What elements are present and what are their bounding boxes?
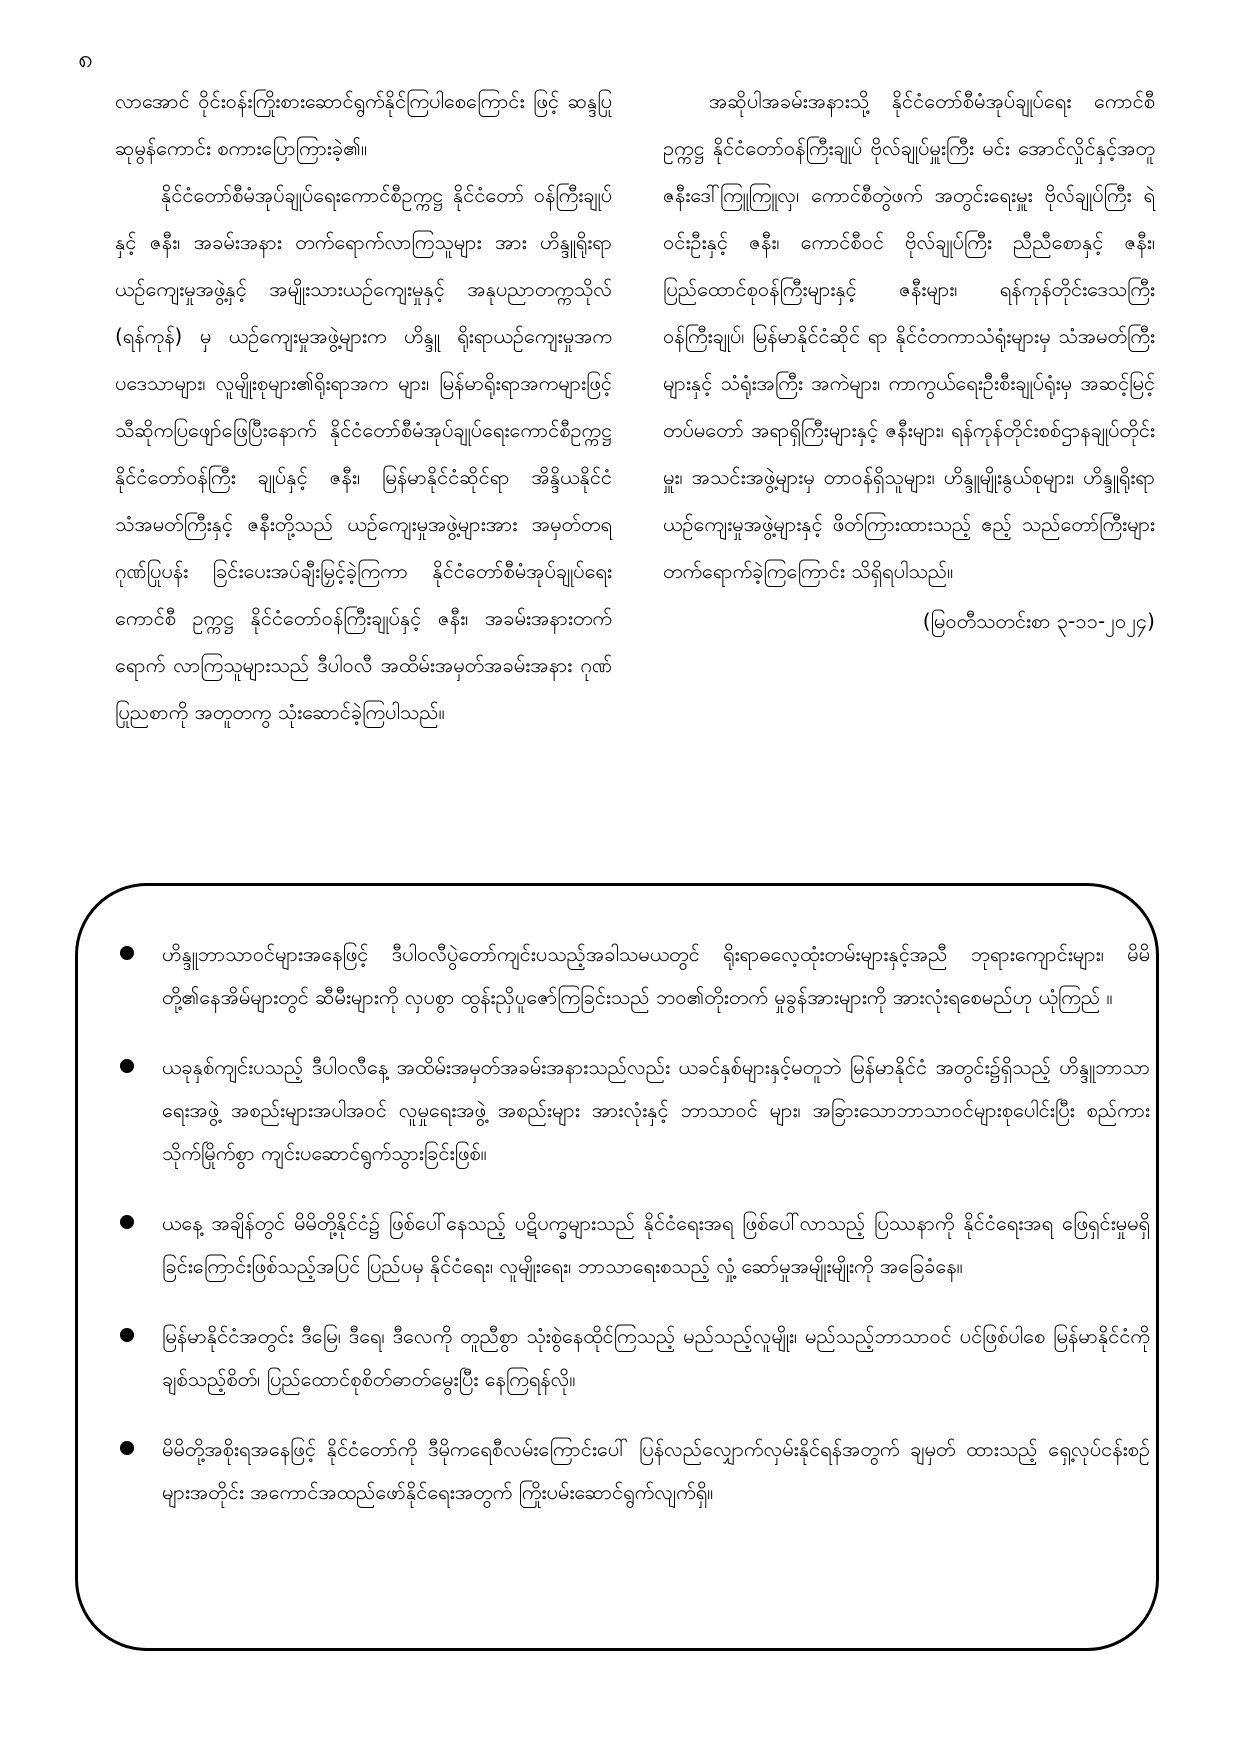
highlight-text: ယနေ့ အချိန်တွင် မိမိတို့နိုင်ငံ၌ ဖြစ်ပေါ်နေသည့် ပဋိပက္ခများသည် နိုင်ငံရေးအရ ဖြစ်ပေါ်လာသည့် ပြဿနာကို နိုင်ငံရေးအရ ဖြေရှင်းမှုမရှိခြင်းကြောင်းဖြစ်သည့်အပြင် ပြည်ပမှ နိုင်ငံရေး၊ လူမျိုးရေး၊ ဘာသာရေးစသည့် လှုံ့ ဆော်မှုအမျိုးမျိုးကို အခြေခံနေ။ bbox=[162, 1211, 1150, 1278]
left-paragraph-2: နိုင်ငံတော်စီမံအုပ်ချုပ်ရေးကောင်စီဥက္ကဋ္ဌ နိုင်ငံတော် ဝန်ကြီးချုပ်နှင့် ဇနီး၊ အခမ်းအနား တက်ရောက်လာကြသူများ အား ဟိန္ဒူရိုးရာယဉ်ကျေးမှုအဖွဲ့နှင့် အမျိုးသားယဉ်ကျေးမှုနှင့် အနုပညာတက္ကသိုလ် (ရန်ကုန်) မှ ယဉ်ကျေးမှုအဖွဲ့များက ဟိန္ဒူ ရိုးရာယဉ်ကျေးမှုအကပဒေသာများ၊ လူမျိုးစုများ၏ရိုးရာအက များ၊ မြန်မာရိုးရာအကများဖြင့် သီဆိုကပြဖျော်ဖြေပြီးနောက် နိုင်ငံတော်စီမံအုပ်ချုပ်ရေးကောင်စီဥက္ကဋ္ဌ နိုင်ငံတော်ဝန်ကြီး ချုပ်နှင့် ဇနီး၊ မြန်မာနိုင်ငံဆိုင်ရာ အိန္ဒိယနိုင်ငံ သံအမတ်ကြီးနှင့် ဇနီးတို့သည် ယဉ်ကျေးမှုအဖွဲ့များအား အမှတ်တရဂုဏ်ပြုပန်း ခြင်းပေးအပ်ချီးမြှင့်ခဲ့ကြကာ နိုင်ငံတော်စီမံအုပ်ချုပ်ရေးကောင်စီ ဥက္ကဋ္ဌ နိုင်ငံတော်ဝန်ကြီးချုပ်နှင့် ဇနီး၊ အခမ်းအနားတက်ရောက် လာကြသူများသည် ဒီပါဝလီ အထိမ်းအမှတ်အခမ်းအနား ဂုဏ် ပြုညစာကို အတူတကွ သုံးဆောင်ခဲ့ကြပါသည်။ bbox=[115, 183, 612, 724]
highlight-text: ယခုနှစ်ကျင်းပသည့် ဒီပါဝလီနေ့ အထိမ်းအမှတ်အခမ်းအနားသည်လည်း ယခင်နှစ်များနှင့်မတူဘဲ မြန်မာနိုင်ငံ အတွင်း၌ရှိသည့် ဟိန္ဒူဘာသာရေးအဖွဲ့ အစည်းများအပါအဝင် လူမှုရေးအဖွဲ့ အစည်းများ အားလုံးနှင့် ဘာသာဝင် များ၊ အခြားသောဘာသာဝင်များစုပေါင်းပြီး စည်ကားသိုက်မြိုက်စွာ ကျင်းပဆောင်ရွက်သွားခြင်းဖြစ်။ bbox=[162, 1055, 1150, 1165]
source-citation: (မြဝတီသတင်းစာ ၃-၁၁-၂၀၂၄) bbox=[922, 609, 1155, 633]
page-number: ၈ bbox=[78, 44, 93, 74]
highlight-text: ဟိန္ဒူဘာသာဝင်များအနေဖြင့် ဒီပါဝလီပွဲတော်ကျင်းပသည့်အခါသမယတွင် ရိုးရာဓလေ့ထုံးတမ်းများနှင့်အညီ ဘုရားကျောင်းများ၊ မိမိတို့၏နေအိမ်များတွင် ဆီမီးများကို လှပစွာ ထွန်းညှိပူဇော်ကြခြင်းသည် ဘဝ၏တိုးတက် မှုခွန်အားများကို အားလုံးရစေမည်ဟု ယုံကြည် ။ bbox=[162, 942, 1150, 1009]
highlight-item bbox=[120, 1428, 1150, 1514]
highlight-item bbox=[120, 1046, 1150, 1175]
bullet-icon bbox=[120, 1215, 134, 1229]
highlights-list bbox=[120, 933, 1150, 1541]
highlight-text: မြန်မာနိုင်ငံအတွင်း ဒီမြေ၊ ဒီရေ၊ ဒီလေကို တူညီစွာ သုံးစွဲနေထိုင်ကြသည့် မည်သည့်လူမျိုး၊ မည်သည့်ဘာသာဝင် ပင်ဖြစ်ပါစေ မြန်မာနိုင်ငံကိုချစ်သည့်စိတ်၊ ပြည်ထောင်စုစိတ်ဓာတ်မွေးပြီး နေကြရန်လို။ bbox=[162, 1324, 1150, 1391]
right-column bbox=[663, 78, 1155, 645]
highlight-item bbox=[120, 1202, 1150, 1288]
bullet-icon bbox=[120, 946, 134, 960]
bullet-icon bbox=[120, 1059, 134, 1073]
left-paragraph-1: လာအောင် ဝိုင်းဝန်းကြိုးစားဆောင်ရွက်နိုင်ကြပါစေကြောင်း ဖြင့် ဆန္ဒပြုဆုမွန်ကောင်း စကားပြောကြားခဲ့၏။ bbox=[115, 89, 612, 160]
left-column bbox=[115, 78, 612, 736]
highlight-text: မိမိတို့အစိုးရအနေဖြင့် နိုင်ငံတော်ကို ဒီမိုကရေစီလမ်းကြောင်းပေါ် ပြန်လည်လျှောက်လှမ်းနိုင်ရန်အတွက် ချမှတ် ထားသည့် ရှေ့လုပ်ငန်းစဉ်များအတိုင်း အကောင်အထည်ဖော်နိုင်ရေးအတွက် ကြိုးပမ်းဆောင်ရွက်လျက်ရှိ။ bbox=[162, 1437, 1150, 1504]
bullet-icon bbox=[120, 1328, 134, 1342]
right-paragraph-1: အဆိုပါအခမ်းအနားသို့ နိုင်ငံတော်စီမံအုပ်ချုပ်ရေး ကောင်စီဥက္ကဋ္ဌ နိုင်ငံတော်ဝန်ကြီးချုပ် ဗိုလ်ချုပ်မှူးကြီး မင်း အောင်လှိုင်နှင့်အတူ ဇနီးဒေါ်ကြူကြူလှ၊ ကောင်စီတွဲဖက် အတွင်းရေးမှူး ဗိုလ်ချုပ်ကြီး ရဲဝင်းဦးနှင့် ဇနီး၊ ကောင်စီဝင် ဗိုလ်ချုပ်ကြီး ညီညီစောနှင့် ဇနီး၊ ပြည်ထောင်စုဝန်ကြီးများနှင့် ဇနီးများ၊ ရန်ကုန်တိုင်းဒေသကြီး ဝန်ကြီးချုပ်၊ မြန်မာနိုင်ငံဆိုင် ရာ နိုင်ငံတကာသံရုံးများမှ သံအမတ်ကြီးများနှင့် သံရုံးအကြီး အကဲများ၊ ကာကွယ်ရေးဦးစီးချုပ်ရုံးမှ အဆင့်မြင့်တပ်မတော် အရာရှိကြီးများနှင့် ဇနီးများ၊ ရန်ကုန်တိုင်းစစ်ဌာနချုပ်တိုင်း မှူး၊ အသင်းအဖွဲ့များမှ တာဝန်ရှိသူများ၊ ဟိန္ဒူမျိုးနွယ်စုများ၊ ဟိန္ဒူရိုးရာယဉ်ကျေးမှုအဖွဲ့များနှင့် ဖိတ်ကြားထားသည့် ဧည့် သည်တော်ကြီးများ တက်ရောက်ခဲ့ကြကြောင်း သိရှိရပါသည်။ bbox=[663, 89, 1155, 583]
highlight-item bbox=[120, 1315, 1150, 1401]
bullet-icon bbox=[120, 1441, 134, 1455]
highlight-item bbox=[120, 933, 1150, 1019]
